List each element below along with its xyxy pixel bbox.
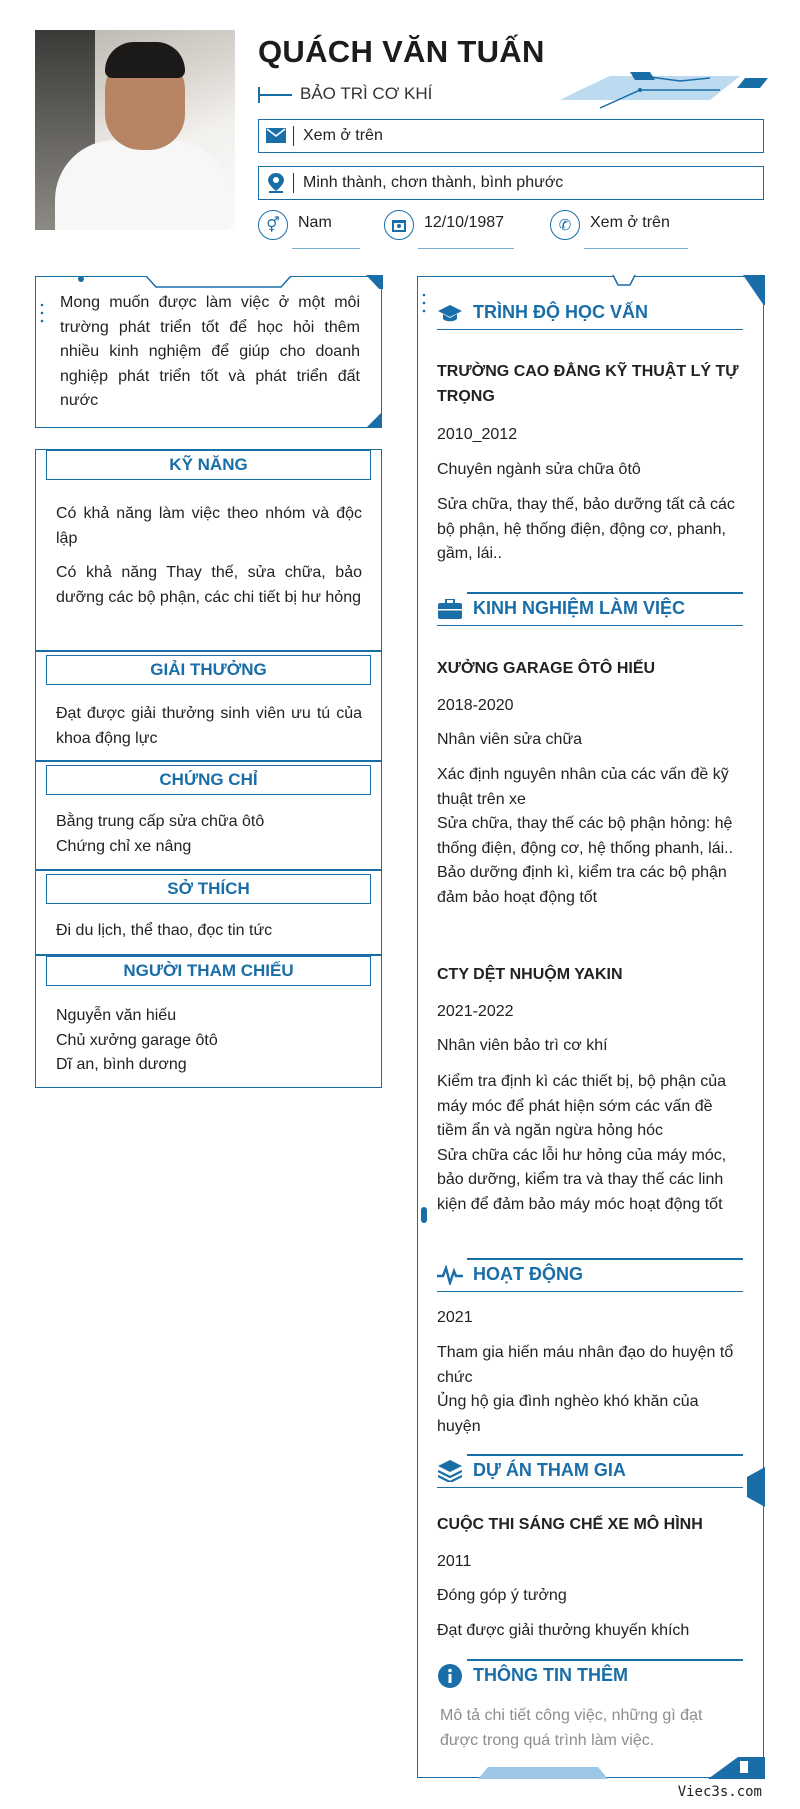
- certificates-title: CHỨNG CHỈ: [46, 765, 371, 795]
- more-info-header: [437, 1659, 743, 1693]
- birthday-underline: [418, 248, 514, 249]
- skills-title: KỸ NĂNG: [46, 450, 371, 480]
- hobbies-title: SỞ THÍCH: [46, 874, 371, 904]
- projects-header: [437, 1454, 743, 1488]
- profile-photo: [35, 30, 235, 230]
- activities-list: [437, 1341, 743, 1439]
- footer-watermark: Viec3s.com: [677, 1784, 762, 1800]
- header-decoration: [540, 72, 770, 112]
- layers-icon: [437, 1458, 463, 1484]
- job-description: [437, 763, 743, 910]
- reference-item: Dĩ an, bình dương: [56, 1056, 187, 1073]
- objective-text: Mong muốn được làm việc ở một môi trường phát triển tốt để học hỏi thêm nhiều kinh nghiệm để giúp cho doanh nghiệp phát triển tốt và phát triển đất nước: [60, 294, 360, 409]
- address-value: Minh thành, chơn thành, bình phước: [303, 174, 564, 191]
- references-title: NGƯỜI THAM CHIẾU: [46, 956, 371, 986]
- phone-value: Xem ở trên: [590, 214, 670, 231]
- email-field: [258, 119, 764, 153]
- skill-item: Có khả năng làm việc theo nhóm và độc lập: [56, 505, 362, 547]
- education-header: [437, 296, 743, 330]
- job-period: 2018-2020: [437, 697, 514, 714]
- pulse-icon: [437, 1262, 463, 1288]
- job-description: [437, 1070, 743, 1217]
- activity-line: Ủng hộ gia đình nghèo khó khăn của huyện: [437, 1393, 699, 1435]
- phone-icon: ✆: [550, 210, 580, 240]
- activities-header: [437, 1258, 743, 1292]
- job-position: Nhân viên bảo trì cơ khí: [437, 1037, 608, 1054]
- skills-section: [35, 449, 382, 651]
- birthday-value: 12/10/1987: [424, 214, 505, 231]
- job-line: Xác định nguyên nhân của các vấn đề kỹ thuật trên xe: [437, 766, 729, 808]
- gender-value: Nam: [298, 214, 332, 231]
- activities-title: HOẠT ĐỘNG: [473, 1264, 583, 1284]
- job-line: Sửa chữa, thay thế các bộ phận hỏng: hệ thống điện, động cơ, hệ thống phanh, lái..: [437, 815, 734, 857]
- project-name: CUỘC THI SÁNG CHẾ XE MÔ HÌNH: [437, 1516, 703, 1533]
- email-value: Xem ở trên: [303, 127, 383, 144]
- graduation-cap-icon: [437, 300, 463, 326]
- hobby-item: Đi du lịch, thể thao, đọc tin tức: [56, 922, 273, 939]
- project-role: Đóng góp ý tưởng: [437, 1587, 567, 1604]
- project-result: Đạt được giải thưởng khuyến khích: [437, 1622, 690, 1639]
- job-line: Sửa chữa các lỗi hư hỏng của máy móc, bảo dưỡng, kiểm tra và thay thế các linh kiện để đảm bảo máy móc hoạt động tốt: [437, 1146, 727, 1213]
- certificates-section: [35, 761, 382, 870]
- phone-underline: [584, 248, 688, 249]
- awards-section: [35, 651, 382, 761]
- education-desc: Sửa chữa, thay thế, bảo dưỡng tất cả các bộ phận, hệ thống điện, động cơ, phanh, gầm, lái..: [437, 496, 735, 562]
- more-info-title: THÔNG TIN THÊM: [473, 1665, 628, 1685]
- project-year: 2011: [437, 1553, 472, 1570]
- job-position: Nhân viên sửa chữa: [437, 731, 583, 748]
- job-company: CTY DỆT NHUỘM YAKIN: [437, 966, 623, 983]
- more-info-placeholder[interactable]: Mô tả chi tiết công việc, những gì đạt được trong quá trình làm việc.: [440, 1707, 703, 1749]
- education-major: Chuyên ngành sửa chữa ôtô: [437, 461, 641, 478]
- activity-line: Tham gia hiến máu nhân đạo do huyện tổ chức: [437, 1344, 734, 1386]
- award-item: Đạt được giải thưởng sinh viên ưu tú của khoa động lực: [56, 705, 362, 747]
- career-objective: [35, 276, 382, 428]
- job-title: BẢO TRÌ CƠ KHÍ: [300, 84, 433, 103]
- info-icon: [437, 1663, 463, 1689]
- job-line: Bảo dưỡng định kì, kiểm tra các bộ phận đảm bảo hoạt động tốt: [437, 864, 727, 906]
- reference-item: Chủ xưởng garage ôtô: [56, 1031, 218, 1049]
- location-pin-icon: [259, 167, 293, 198]
- skill-item: Có khả năng Thay thế, sửa chữa, bảo dưỡng các bộ phận, các chi tiết bị hư hỏng: [56, 564, 362, 606]
- projects-title: DỰ ÁN THAM GIA: [473, 1460, 626, 1480]
- hobbies-section: [35, 870, 382, 955]
- candidate-name: QUÁCH VĂN TUẤN: [258, 34, 545, 69]
- references-section: [35, 955, 382, 1088]
- awards-title: GIẢI THƯỞNG: [46, 655, 371, 685]
- calendar-icon: [384, 210, 414, 240]
- job-period: 2021-2022: [437, 1003, 514, 1020]
- certificate-item: Chứng chỉ xe nâng: [56, 837, 192, 855]
- certificate-item: Bằng trung cấp sửa chữa ôtô: [56, 813, 265, 830]
- job-line: Kiểm tra định kì các thiết bị, bộ phận của máy móc để phát hiện sớm các vấn đề tiềm ẩn và ngăn ngừa hỏng hóc: [437, 1073, 727, 1139]
- role-line: [258, 94, 292, 96]
- experience-header: [437, 592, 743, 626]
- address-field: [258, 166, 764, 200]
- experience-title: KINH NGHIỆM LÀM VIỆC: [473, 598, 686, 618]
- gender-underline: [292, 248, 360, 249]
- school-name: TRƯỜNG CAO ĐẲNG KỸ THUẬT LÝ TỰ TRỌNG: [437, 363, 739, 405]
- education-period: 2010_2012: [437, 426, 518, 443]
- envelope-icon: [259, 120, 293, 151]
- job-company: XƯỞNG GARAGE ÔTÔ HIẾU: [437, 660, 656, 677]
- gender-icon: ⚥: [258, 210, 288, 240]
- activities-year: 2021: [437, 1309, 473, 1326]
- reference-item: Nguyễn văn hiếu: [56, 1007, 177, 1024]
- education-title: TRÌNH ĐỘ HỌC VẤN: [473, 302, 648, 322]
- briefcase-icon: [437, 596, 463, 622]
